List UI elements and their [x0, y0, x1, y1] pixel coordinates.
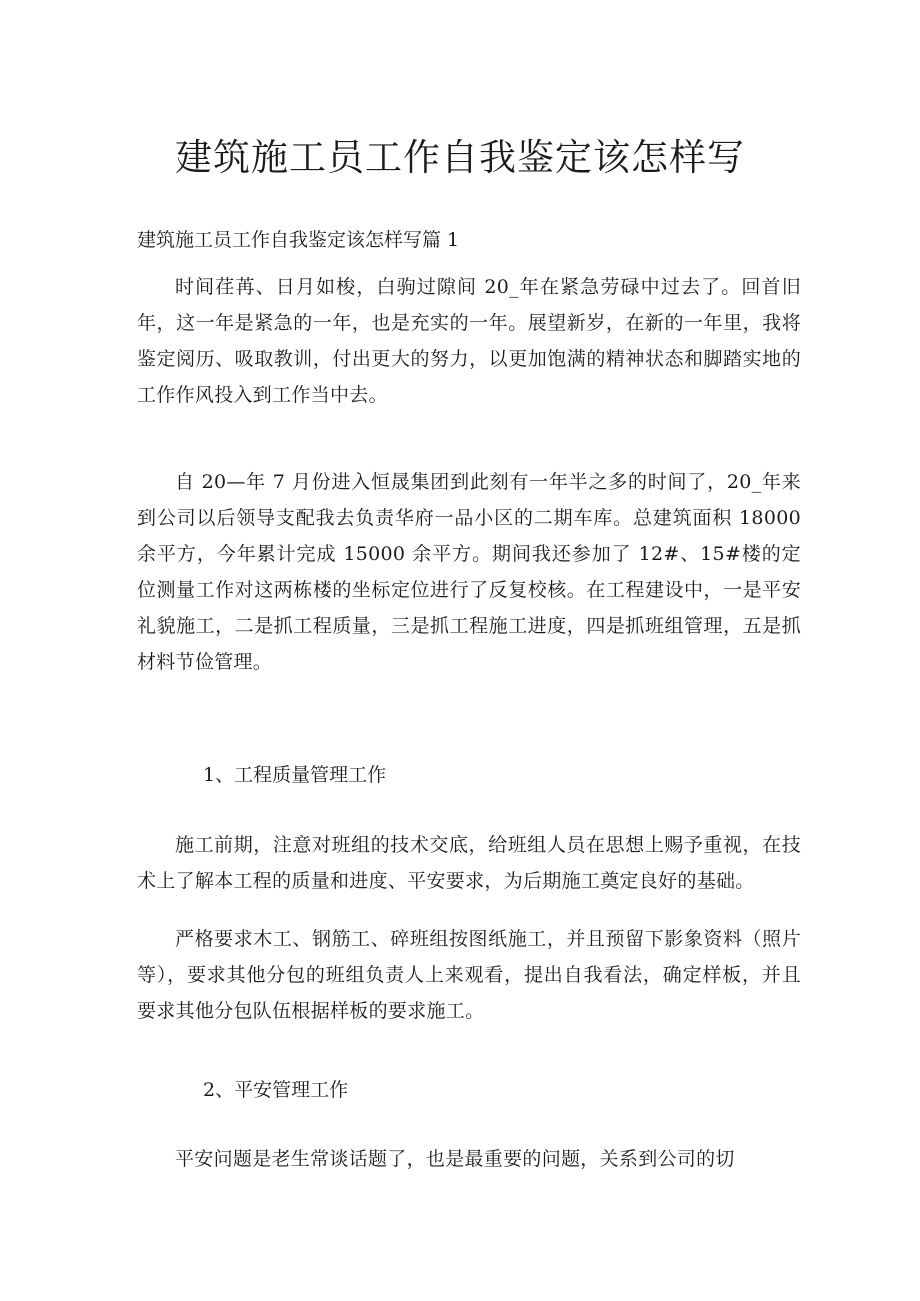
document-title: 建筑施工员工作自我鉴定该怎样写	[175, 136, 745, 179]
paragraph-review: 时间荏苒、日月如梭，白驹过隙间 20_年在紧急劳碌中过去了。回首旧年，这一年是紧急的一年，也是充实的一年。展望新岁，在新的一年里，我将鉴定阅历、吸取教训，付出更大的努力，以更加饱满的精神状态和脚踏实地的工作作风投入到工作当中去。	[137, 276, 801, 406]
paragraph-quality-preparation: 施工前期，注意对班组的技术交底，给班组人员在思想上赐予重视，在技术上了解本工程的质量和进度、平安要求，为后期施工奠定良好的基础。	[137, 834, 801, 892]
paragraph-overview: 自 20—年 7 月份进入恒晟集团到此刻有一年半之多的时间了，20_年来到公司以后领导支配我去负责华府一品小区的二期车库。总建筑面积 18000 余平方，今年累计完成 15000 余平方。期间我还参加了 12#、15#楼的定位测量工作对这两栋楼的坐标定位进行了反复校核。在工程建设中，一是平安礼貌施工，二是抓工程质量，三是抓工程施工进度，四是抓班组管理，五是抓材料节俭管理。	[137, 471, 801, 673]
paragraph-safety: 平安问题是老生常谈话题了，也是最重要的问题，关系到公司的切	[175, 1148, 735, 1170]
section-heading-quality: 1、工程质量管理工作	[203, 764, 387, 786]
section-heading-safety: 2、平安管理工作	[203, 1079, 349, 1101]
paragraph-quality-standards: 严格要求木工、钢筋工、碎班组按图纸施工，并且预留下影象资料（照片等），要求其他分包的班组负责人上来观看，提出自我看法，确定样板，并且要求其他分包队伍根据样板的要求施工。	[137, 928, 801, 1022]
document-subtitle: 建筑施工员工作自我鉴定该怎样写篇 1	[137, 229, 460, 251]
